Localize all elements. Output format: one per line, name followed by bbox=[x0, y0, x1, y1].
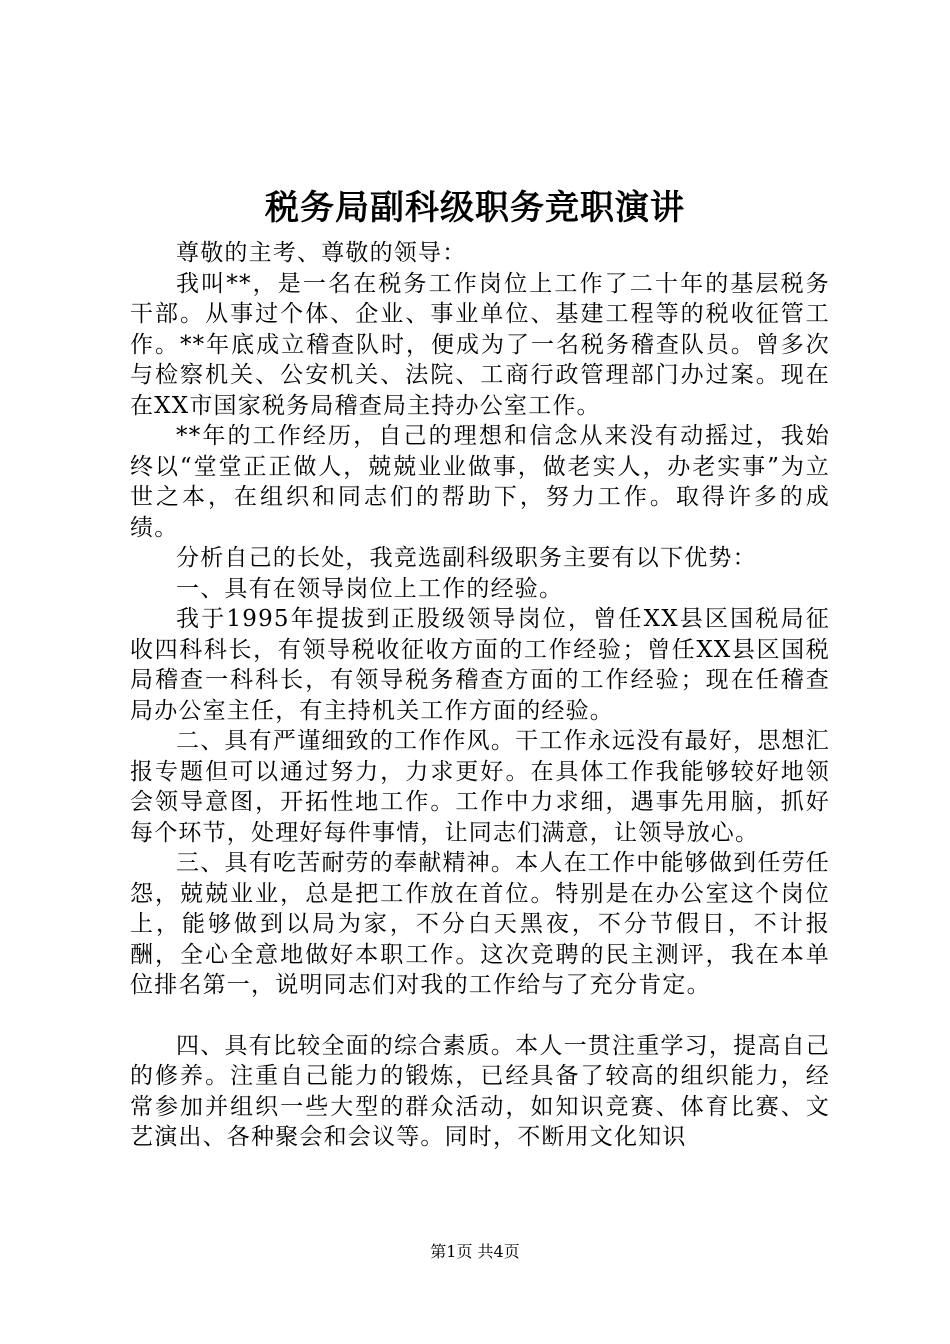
body-paragraph: 我叫**，是一名在税务工作岗位上工作了二十年的基层税务干部。从事过个体、企业、事业单位、基建工程等的税收征管工作。**年底成立稽查队时，便成为了一名税务稽查队员。曾多次与检察机关、公安机关、法院、工商行政管理部门办过案。现在在XX市国家税务局稽查局主持办公室工作。 bbox=[130, 270, 830, 419]
body-paragraph: 三、具有吃苦耐劳的奉献精神。本人在工作中能够做到任劳任怨，兢兢业业，总是把工作放在首位。特别是在办公室这个岗位上，能够做到以局为家，不分白天黑夜，不分节假日，不计报酬，全心全意地做好本职工作。这次竞聘的民主测评，我在本单位排名第一，说明同志们对我的工作给与了充分肯定。 bbox=[130, 850, 830, 998]
page-footer: 第1页 共4页 bbox=[430, 1242, 520, 1261]
body-paragraph: 我于1995年提拔到正股级领导岗位，曾任XX县区国税局征收四科科长，有领导税收征收方面的工作经验；曾任XX县区国税局稽查一科科长，有领导税务稽查方面的工作经验；现在任稽查局办公室主任，有主持机关工作方面的经验。 bbox=[130, 606, 830, 724]
document-body bbox=[130, 238, 830, 1153]
body-paragraph: 二、具有严谨细致的工作作风。干工作永远没有最好，思想汇报专题但可以通过努力，力求更好。在具体工作我能够较好地领会领导意图，开拓性地工作。工作中力求细，遇事先用脑，抓好每个环节，处理好每件事情，让同志们满意，让领导放心。 bbox=[130, 728, 830, 846]
body-paragraph: **年的工作经历，自己的理想和信念从来没有动摇过，我始终以“堂堂正正做人，兢兢业业做事，做老实人，办老实事”为立世之本，在组织和同志们的帮助下，努力工作。取得许多的成绩。 bbox=[130, 423, 830, 541]
body-paragraph: 分析自己的长处，我竞选副科级职务主要有以下优势： bbox=[176, 545, 757, 571]
salutation-paragraph: 尊敬的主考、尊敬的领导： bbox=[176, 240, 467, 266]
document-title: 税务局副科级职务竞职演讲 bbox=[265, 188, 685, 228]
section-heading-paragraph: 一、具有在领导岗位上工作的经验。 bbox=[176, 575, 564, 602]
body-paragraph: 四、具有比较全面的综合素质。本人一贯注重学习，提高自己的修养。注重自己能力的锻炼，已经具备了较高的组织能力，经常参加并组织一些大型的群众活动，如知识竞赛、体育比赛、文艺演出、各种聚会和会议等。同时，不断用文化知识 bbox=[130, 1032, 830, 1150]
